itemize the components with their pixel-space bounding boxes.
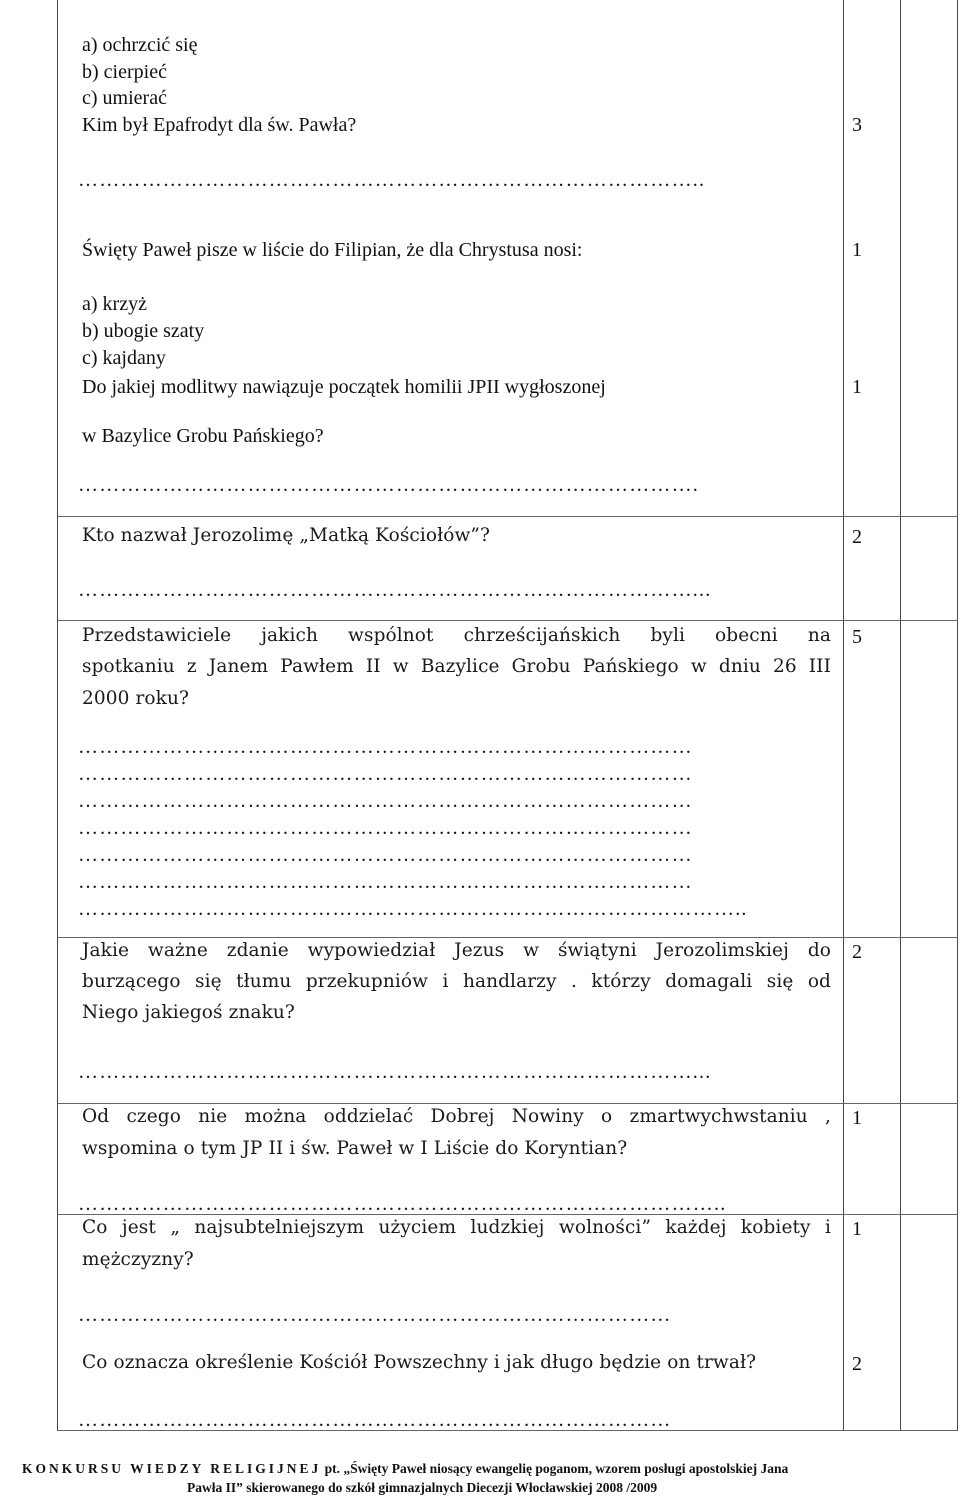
answer-line: ……………………………………………………………………………... <box>78 580 712 600</box>
table-row-divider <box>57 937 958 938</box>
option-a: a) ochrzcić się <box>82 34 198 56</box>
question-nowina-line1: Od czego nie można oddzielać Dobrej Nowiny o zmartwychwstaniu , <box>82 1106 831 1127</box>
question-epafrodyt: Kim był Epafrodyt dla św. Pawła? <box>82 114 357 136</box>
table-row-divider <box>57 1103 958 1104</box>
answer-line: …………………………………………………………………………….. <box>78 170 706 190</box>
points-filipian: 1 <box>852 239 862 261</box>
table-right-border <box>957 0 958 1431</box>
points-jerozolima: 2 <box>852 526 862 548</box>
table-bottom-border <box>57 1430 958 1431</box>
option-a: a) krzyż <box>82 293 147 315</box>
question-wolnosc-line1: Co jest „ najsubtelniejszym użyciem ludzkiej wolności” każdej kobiety i <box>82 1217 831 1238</box>
answer-line: …………………………………………………………………………… <box>78 845 693 865</box>
question-wspolnoty-line3: 2000 roku? <box>82 688 189 709</box>
question-nowina-line2: wspomina o tym JP II i św. Paweł w I Liście do Koryntian? <box>82 1138 628 1159</box>
points-epafrodyt: 3 <box>852 114 862 136</box>
table-row-divider <box>57 1214 958 1215</box>
points-wspolnoty: 5 <box>852 626 862 648</box>
question-wspolnoty-line2: spotkaniu z Janem Pawłem II w Bazylice Grobu Pańskiego w dniu 26 III <box>82 656 831 677</box>
footer-title: pt. „Święty Paweł niosący ewangelię poganom, wzorem posługi apostolskiej Jana <box>321 1461 789 1476</box>
question-jezus-line1: Jakie ważne zdanie wypowiedział Jezus w świątyni Jerozolimskiej do <box>82 940 831 961</box>
question-modlitwa: Do jakiej modlitwy nawiązuje początek homilii JPII wygłoszonej <box>82 376 606 398</box>
points-nowina: 1 <box>852 1107 862 1129</box>
answer-line: ………………………………………………………………………… <box>78 1410 672 1430</box>
footer-line2: Pawła II” skierowanego do szkół gimnazjalnych Diecezji Włocławskiej 2008 /2009 <box>187 1480 658 1495</box>
answer-line: ………………………………………………………………………………….. <box>78 899 748 919</box>
answer-line: ……………………………………………………………………………. <box>78 475 699 495</box>
option-b: b) ubogie szaty <box>82 320 205 342</box>
question-kosciol: Co oznacza określenie Kościół Powszechny i jak długo będzie on trwał? <box>82 1352 757 1373</box>
answer-line: …………………………………………………………………………… <box>78 764 693 784</box>
option-c: c) kajdany <box>82 347 166 369</box>
question-wspolnoty-line1: Przedstawiciele jakich wspólnot chrześcijańskich byli obecni na <box>82 625 831 646</box>
question-modlitwa-line2: w Bazylice Grobu Pańskiego? <box>82 425 324 447</box>
footer-line1 <box>22 1462 788 1476</box>
footer-contest-name: KONKURSU WIEDZY RELIGIJNEJ <box>22 1461 322 1476</box>
points-wolnosc: 1 <box>852 1218 862 1240</box>
points-kosciol: 2 <box>852 1353 862 1375</box>
answer-line: …………………………………………………………………………… <box>78 818 693 838</box>
option-c: c) umierać <box>82 87 167 109</box>
answer-line: …………………………………………………………………………… <box>78 791 693 811</box>
table-column-divider-2 <box>900 0 901 1431</box>
answer-line: ………………………………………………………………………… <box>78 1305 672 1325</box>
points-modlitwa: 1 <box>852 376 862 398</box>
answer-line: …………………………………………………………………………… <box>78 737 693 757</box>
table-row-divider <box>57 620 958 621</box>
answer-line: ……………………………………………………………………………….. <box>78 1194 727 1214</box>
points-jezus: 2 <box>852 941 862 963</box>
question-filipian: Święty Paweł pisze w liście do Filipian, że dla Chrystusa nosi: <box>82 239 583 261</box>
question-jezus-line3: Niego jakiegoś znaku? <box>82 1002 295 1023</box>
table-column-divider <box>843 0 844 1431</box>
answer-line: …………………………………………………………………………… <box>78 872 693 892</box>
option-b: b) cierpieć <box>82 61 167 83</box>
table-row-divider <box>57 516 958 517</box>
question-jerozolima: Kto nazwał Jerozolimę „Matką Kościołów”? <box>82 525 490 546</box>
question-wolnosc-line2: mężczyzny? <box>82 1249 194 1270</box>
answer-line: ……………………………………………………………………………... <box>78 1062 712 1082</box>
question-jezus-line2: burzącego się tłumu przekupniów i handlarzy . którzy domagali się od <box>82 971 831 992</box>
table-left-border <box>57 0 58 1431</box>
